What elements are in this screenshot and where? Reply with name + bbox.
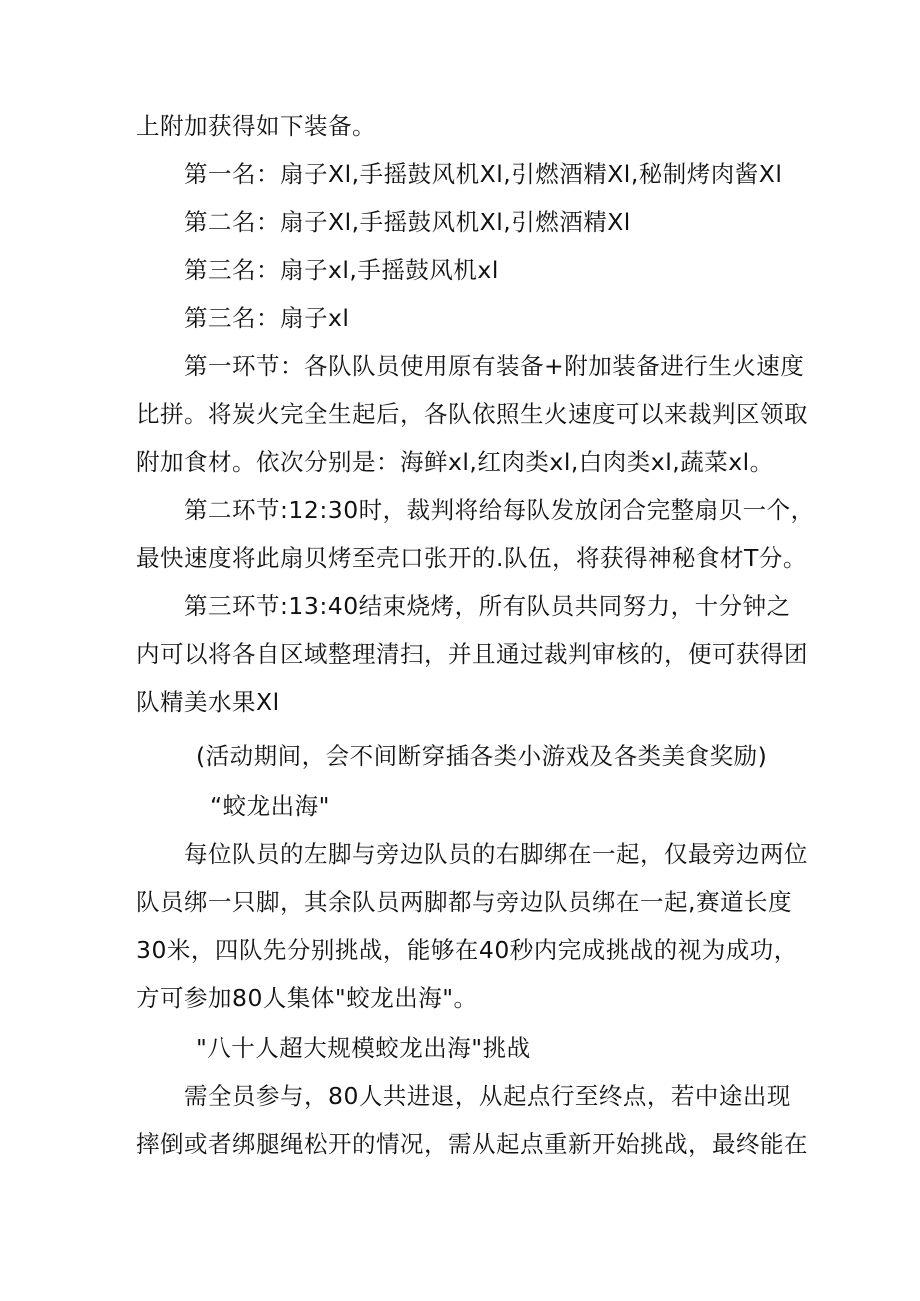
paragraph-line: 需全员参与，80人共进退，从起点行至终点，若中途出现 [184, 1082, 791, 1110]
paragraph-line: 最快速度将此扇贝烤至壳口张开的.队伍，将获得神秘食材T分。 [136, 544, 807, 572]
paragraph-line: 第一环节：各队队员使用原有装备+附加装备进行生火速度 [184, 352, 805, 380]
paragraph-line: 附加食材。依次分别是：海鲜xl,红肉类xl,白肉类xl,蔬菜xl。 [136, 448, 774, 476]
paragraph-line: 第三环节:13:40结束烧烤，所有队员共同努力，十分钟之 [184, 592, 791, 620]
paragraph-line: 第三名：扇子xl,手摇鼓风机xl [184, 256, 499, 284]
paragraph-line: 第一名：扇子Xl,手摇鼓风机Xl,引燃酒精Xl,秘制烤肉酱Xl [184, 160, 783, 188]
paragraph-line: 30米，四队先分别挑战，能够在40秒内完成挑战的视为成功， [136, 936, 798, 964]
paragraph-line: 队员绑一只脚，其余队员两脚都与旁边队员绑在一起,赛道长度 [136, 888, 792, 916]
section-heading: "八十人超大规模蛟龙出海"挑战 [196, 1034, 531, 1062]
paragraph-line: 方可参加80人集体"蛟龙出海"。 [136, 984, 478, 1012]
paragraph-line: 队精美水果Xl [136, 688, 280, 716]
paragraph-line: 上附加获得如下装备。 [136, 112, 376, 140]
section-heading: “蛟龙出海" [210, 792, 330, 820]
paragraph-line: 第二环节:12:30时，裁判将给每队发放闭合完整扇贝一个， [184, 496, 815, 524]
paragraph-line: 内可以将各自区域整理清扫，并且通过裁判审核的，便可获得团 [136, 640, 808, 668]
paragraph-line: 每位队员的左脚与旁边队员的右脚绑在一起，仅最旁边两位 [184, 840, 808, 868]
paragraph-line: 第三名：扇子xl [184, 304, 350, 332]
note-line: (活动期间，会不间断穿插各类小游戏及各类美食奖励) [196, 742, 768, 770]
paragraph-line: 第二名：扇子Xl,手摇鼓风机Xl,引燃酒精Xl [184, 208, 631, 236]
paragraph-line: 摔倒或者绑腿绳松开的情况，需从起点重新开始挑战，最终能在 [136, 1130, 808, 1158]
paragraph-line: 比拼。将炭火完全生起后，各队依照生火速度可以来裁判区领取 [136, 400, 808, 428]
